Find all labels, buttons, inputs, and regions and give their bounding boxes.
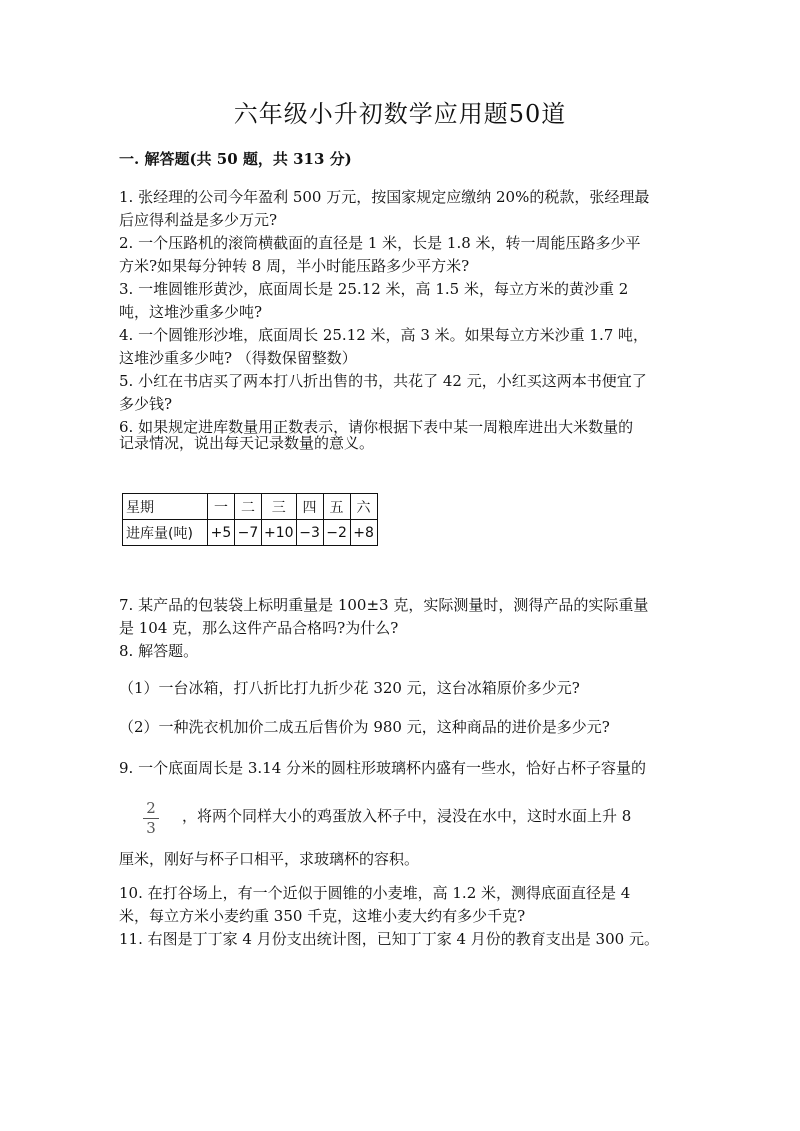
questions-7-8 (119, 594, 689, 663)
table-header-cell: 星期 (123, 494, 208, 520)
table-row (123, 494, 378, 520)
table-cell: −7 (235, 520, 262, 546)
text-line: 多少钱? (119, 395, 173, 413)
text-line: 10. 在打谷场上，有一个近似于圆锥的小麦堆，高 1.2 米，测得底面直径是 4 (119, 884, 631, 902)
grain-table (122, 493, 378, 546)
q9-line2: ，将两个同样大小的鸡蛋放入杯子中，浸没在水中，这时水面上升 8 (182, 807, 632, 825)
text-line: 3. 一堆圆锥形黄沙，底面周长是 25.12 米，高 1.5 米，每立方米的黄沙重 2 (119, 280, 629, 298)
table-cell: 四 (296, 494, 323, 520)
table-row (123, 520, 378, 546)
table-cell: +5 (208, 520, 235, 546)
table-cell: +10 (262, 520, 297, 546)
text-line: 方米?如果每分钟转 8 周，半小时能压路多少平方米? (119, 257, 470, 275)
text-line: 7. 某产品的包装袋上标明重量是 100±3 克，实际测量时，测得产品的实际重量 (119, 596, 649, 614)
table-cell: +8 (350, 520, 377, 546)
text-line: 吨，这堆沙重多少吨? (119, 303, 263, 321)
table-cell: 三 (262, 494, 297, 520)
text-line: 8. 解答题。 (119, 642, 199, 660)
text-line: 11. 右图是丁丁家 4 月份支出统计图，已知丁丁家 4 月份的教育支出是 300 元。 (119, 930, 659, 948)
q9-line3: 厘米，刚好与杯子口相平，求玻璃杯的容积。 (119, 850, 420, 868)
text-line: 1. 张经理的公司今年盈利 500 万元，按国家规定应缴纳 20%的税款，张经理最 (119, 188, 650, 206)
q8-part1: （1）一台冰箱，打八折比打九折少花 320 元，这台冰箱原价多少元? (119, 679, 580, 697)
questions-1-6 (119, 186, 689, 439)
q8-part2: （2）一种洗衣机加价二成五后售价为 980 元，这种商品的进价是多少元? (119, 718, 610, 736)
text-line: 4. 一个圆锥形沙堆，底面周长 25.12 米，高 3 米。如果每立方米沙重 1.7 吨， (119, 326, 649, 344)
fraction-numerator: 2 (146, 799, 156, 817)
table-header-cell: 进库量(吨) (123, 520, 208, 546)
table-cell: 六 (350, 494, 377, 520)
text-line: 米，每立方米小麦约重 350 千克，这堆小麦大约有多少千克? (119, 907, 526, 925)
q9-line1: 9. 一个底面周长是 3.14 分米的圆柱形玻璃杯内盛有一些水，恰好占杯子容量的 (119, 759, 647, 777)
text-line: 2. 一个压路机的滚筒横截面的直径是 1 米，长是 1.8 米，转一周能压路多少平 (119, 234, 641, 252)
text-line: 这堆沙重多少吨? （得数保留整数） (119, 349, 357, 367)
fraction-two-thirds (143, 800, 159, 837)
fraction-denominator: 3 (146, 819, 156, 837)
table-cell: −2 (323, 520, 350, 546)
text-line: 5. 小红在书店买了两本打八折出售的书，共花了 42 元，小红买这两本书便宜了 (119, 372, 647, 390)
text-line: 是 104 克，那么这件产品合格吗?为什么? (119, 619, 399, 637)
text-line: 6. 如果规定进库数量用正数表示，请你根据下表中某一周粮库进出大米数量的 (119, 418, 634, 436)
table-cell: 二 (235, 494, 262, 520)
section-heading: 一. 解答题(共 50 题，共 313 分) (119, 150, 352, 168)
page-title: 六年级小升初数学应用题50道 (233, 100, 567, 128)
table-cell: 一 (208, 494, 235, 520)
text-line: 后应得利益是多少万元? (119, 211, 278, 229)
questions-10-11 (119, 882, 689, 951)
table-cell: −3 (296, 520, 323, 546)
q6-line2: 记录情况，说出每天记录数量的意义。 (119, 434, 375, 452)
table-cell: 五 (323, 494, 350, 520)
